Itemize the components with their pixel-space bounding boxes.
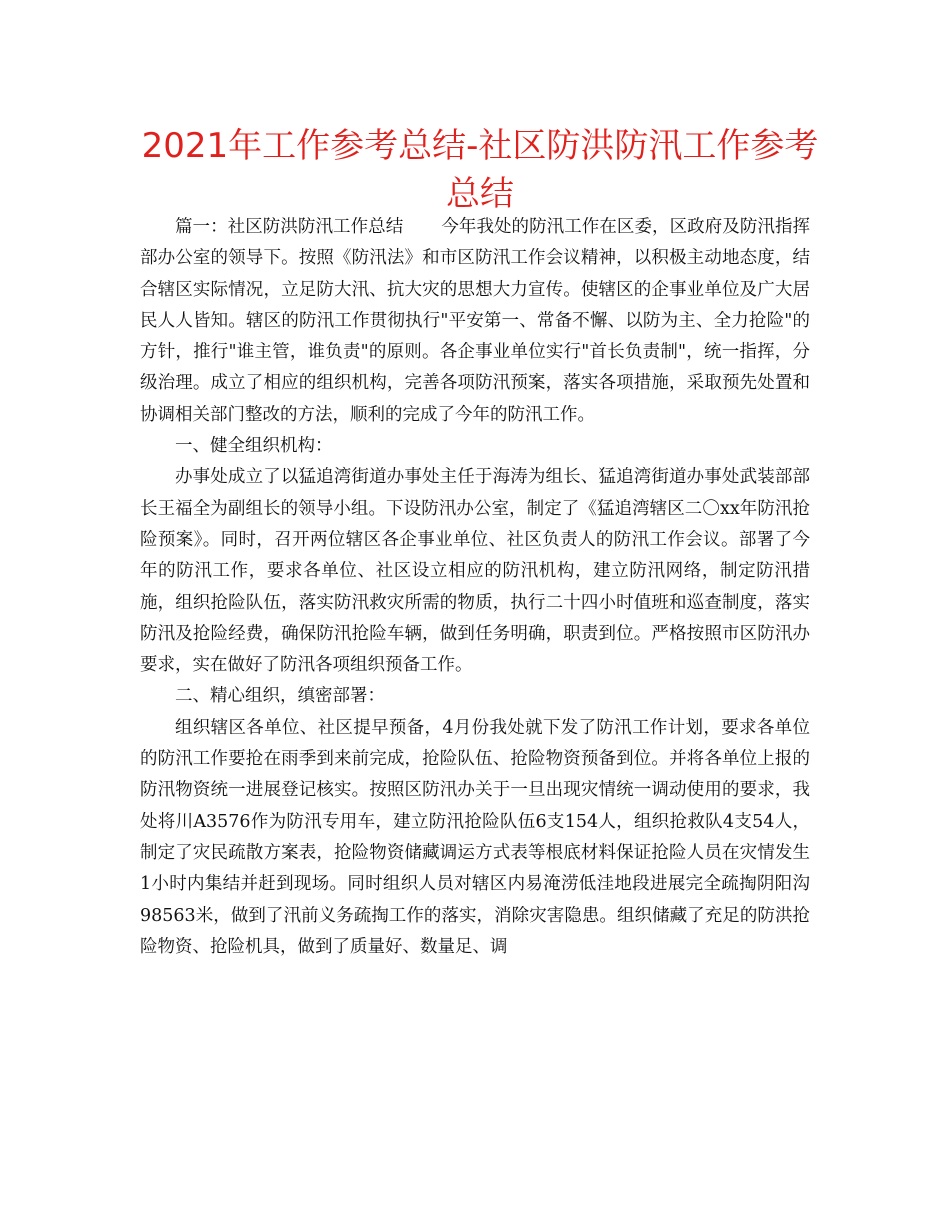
- intro-text: 今年我处的防汛工作在区委，区政府及防汛指挥部办公室的领导下。按照《防汛法》和市区防汛工作会议精神，以积极主动地态度，结合辖区实际情况，立足防大汛、抗大灾的思想大力宣传。使辖区的企事业单位及广大居民人人皆知。辖区的防汛工作贯彻执行"平安第一、常备不懈、以防为主、全力抢险"的方针，推行"谁主管，谁负责"的原则。各企事业单位实行"首长负责制"，统一指挥，分级治理。成立了相应的组织机构，完善各项防汛预案，落实各项措施，采取预先处置和协调相关部门整改的方法，顺利的完成了今年的防汛工作。: [140, 217, 810, 425]
- paragraph-intro: [140, 212, 810, 431]
- document-title: 2021年工作参考总结-社区防洪防汛工作参考总结: [141, 126, 819, 214]
- section-heading-1: 一、健全组织机构：: [175, 436, 333, 457]
- intro-heading: 篇一：社区防洪防汛工作总结: [175, 217, 404, 237]
- paragraph-section-2: 组织辖区各单位、社区提早预备，4月份我处就下发了防汛工作计划，要求各单位的防汛工作要抢在雨季到来前完成，抢险队伍、抢险物资预备到位。并将各单位上报的防汛物资统一进展登记核实。按照区防汛办关于一旦出现灾情统一调动使用的要求，我处将川A3576作为防汛专用车，建立防汛抢险队伍6支154人，组织抢救队4支54人，制定了灾民疏散方案表，抢险物资储藏调运方式表等根底材料保证抢险人员在灾情发生1小时内集结并赶到现场。同时组织人员对辖区内易淹涝低洼地段进展完全疏掏阴阳沟98563米，做到了汛前义务疏掏工作的落实，消除灾害隐患。组织储藏了充足的防洪抢险物资、抢险机具，做到了质量好、数量足、调: [140, 717, 810, 957]
- paragraph-section-1: 办事处成立了以猛追湾街道办事处主任于海涛为组长、猛追湾街道办事处武装部部长王福全为副组长的领导小组。下设防汛办公室，制定了《猛追湾辖区二〇xx年防汛抢险预案》。同时，召开两位辖区各企事业单位、社区负责人的防汛工作会议。部署了今年的防汛工作，要求各单位、社区设立相应的防汛机构，建立防汛网络，制定防汛措施，组织抢险队伍，落实防汛救灾所需的物质，执行二十四小时值班和巡查制度，落实防汛及抢险经费，确保防汛抢险车辆，做到任务明确，职责到位。严格按照市区防汛办要求，实在做好了防汛各项组织预备工作。: [140, 467, 810, 676]
- document-body: [140, 212, 810, 963]
- section-heading-2: 二、精心组织，缜密部署：: [175, 686, 385, 707]
